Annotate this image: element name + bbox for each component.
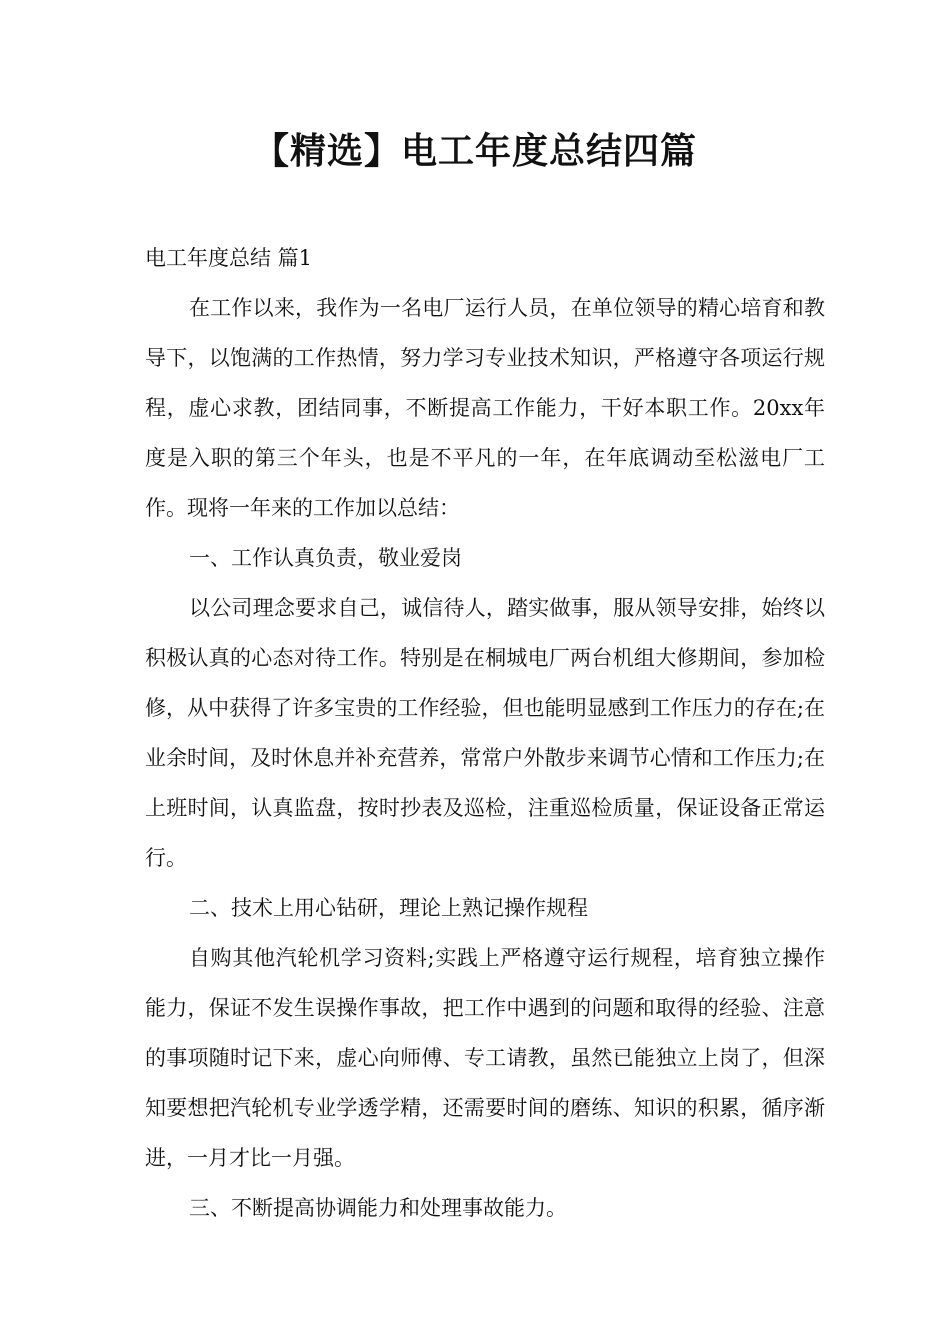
subheading-1: 一、工作认真负责，敬业爱岗 (189, 546, 462, 570)
paragraph-1: 以公司理念要求自己，诚信待人，踏实做事，服从领导安排，始终以积极认真的心态对待工作。特别是在桐城电厂两台机组大修期间，参加检修，从中获得了许多宝贵的工作经验，但也能明显感到工作压力的存在;在业余时间，及时休息并补充营养，常常户外散步来调节心情和工作压力;在上班时间，认真监盘，按时抄表及巡检，注重巡检质量，保证设备正常运行。 (145, 596, 825, 870)
subheading-3: 三、不断提高协调能力和处理事故能力。 (189, 1196, 567, 1220)
document-body (145, 233, 825, 1233)
section-heading: 电工年度总结 篇1 (145, 246, 313, 270)
subheading-2: 二、技术上用心钻研，理论上熟记操作规程 (189, 896, 588, 920)
paragraph-intro: 在工作以来，我作为一名电厂运行人员，在单位领导的精心培育和教导下，以饱满的工作热情，努力学习专业技术知识，严格遵守各项运行规程，虚心求教，团结同事，不断提高工作能力，干好本职工作。20xx年度是入职的第三个年头，也是不平凡的一年，在年底调动至松滋电厂工作。现将一年来的工作加以总结： (145, 296, 825, 520)
document-title: 【精选】电工年度总结四篇 (252, 131, 697, 172)
paragraph-2: 自购其他汽轮机学习资料;实践上严格遵守运行规程，培育独立操作能力，保证不发生误操作事故，把工作中遇到的问题和取得的经验、注意的事项随时记下来，虚心向师傅、专工请教，虽然已能独立上岗了，但深知要想把汽轮机专业学透学精，还需要时间的磨练、知识的积累，循序渐进，一月才比一月强。 (145, 946, 825, 1170)
